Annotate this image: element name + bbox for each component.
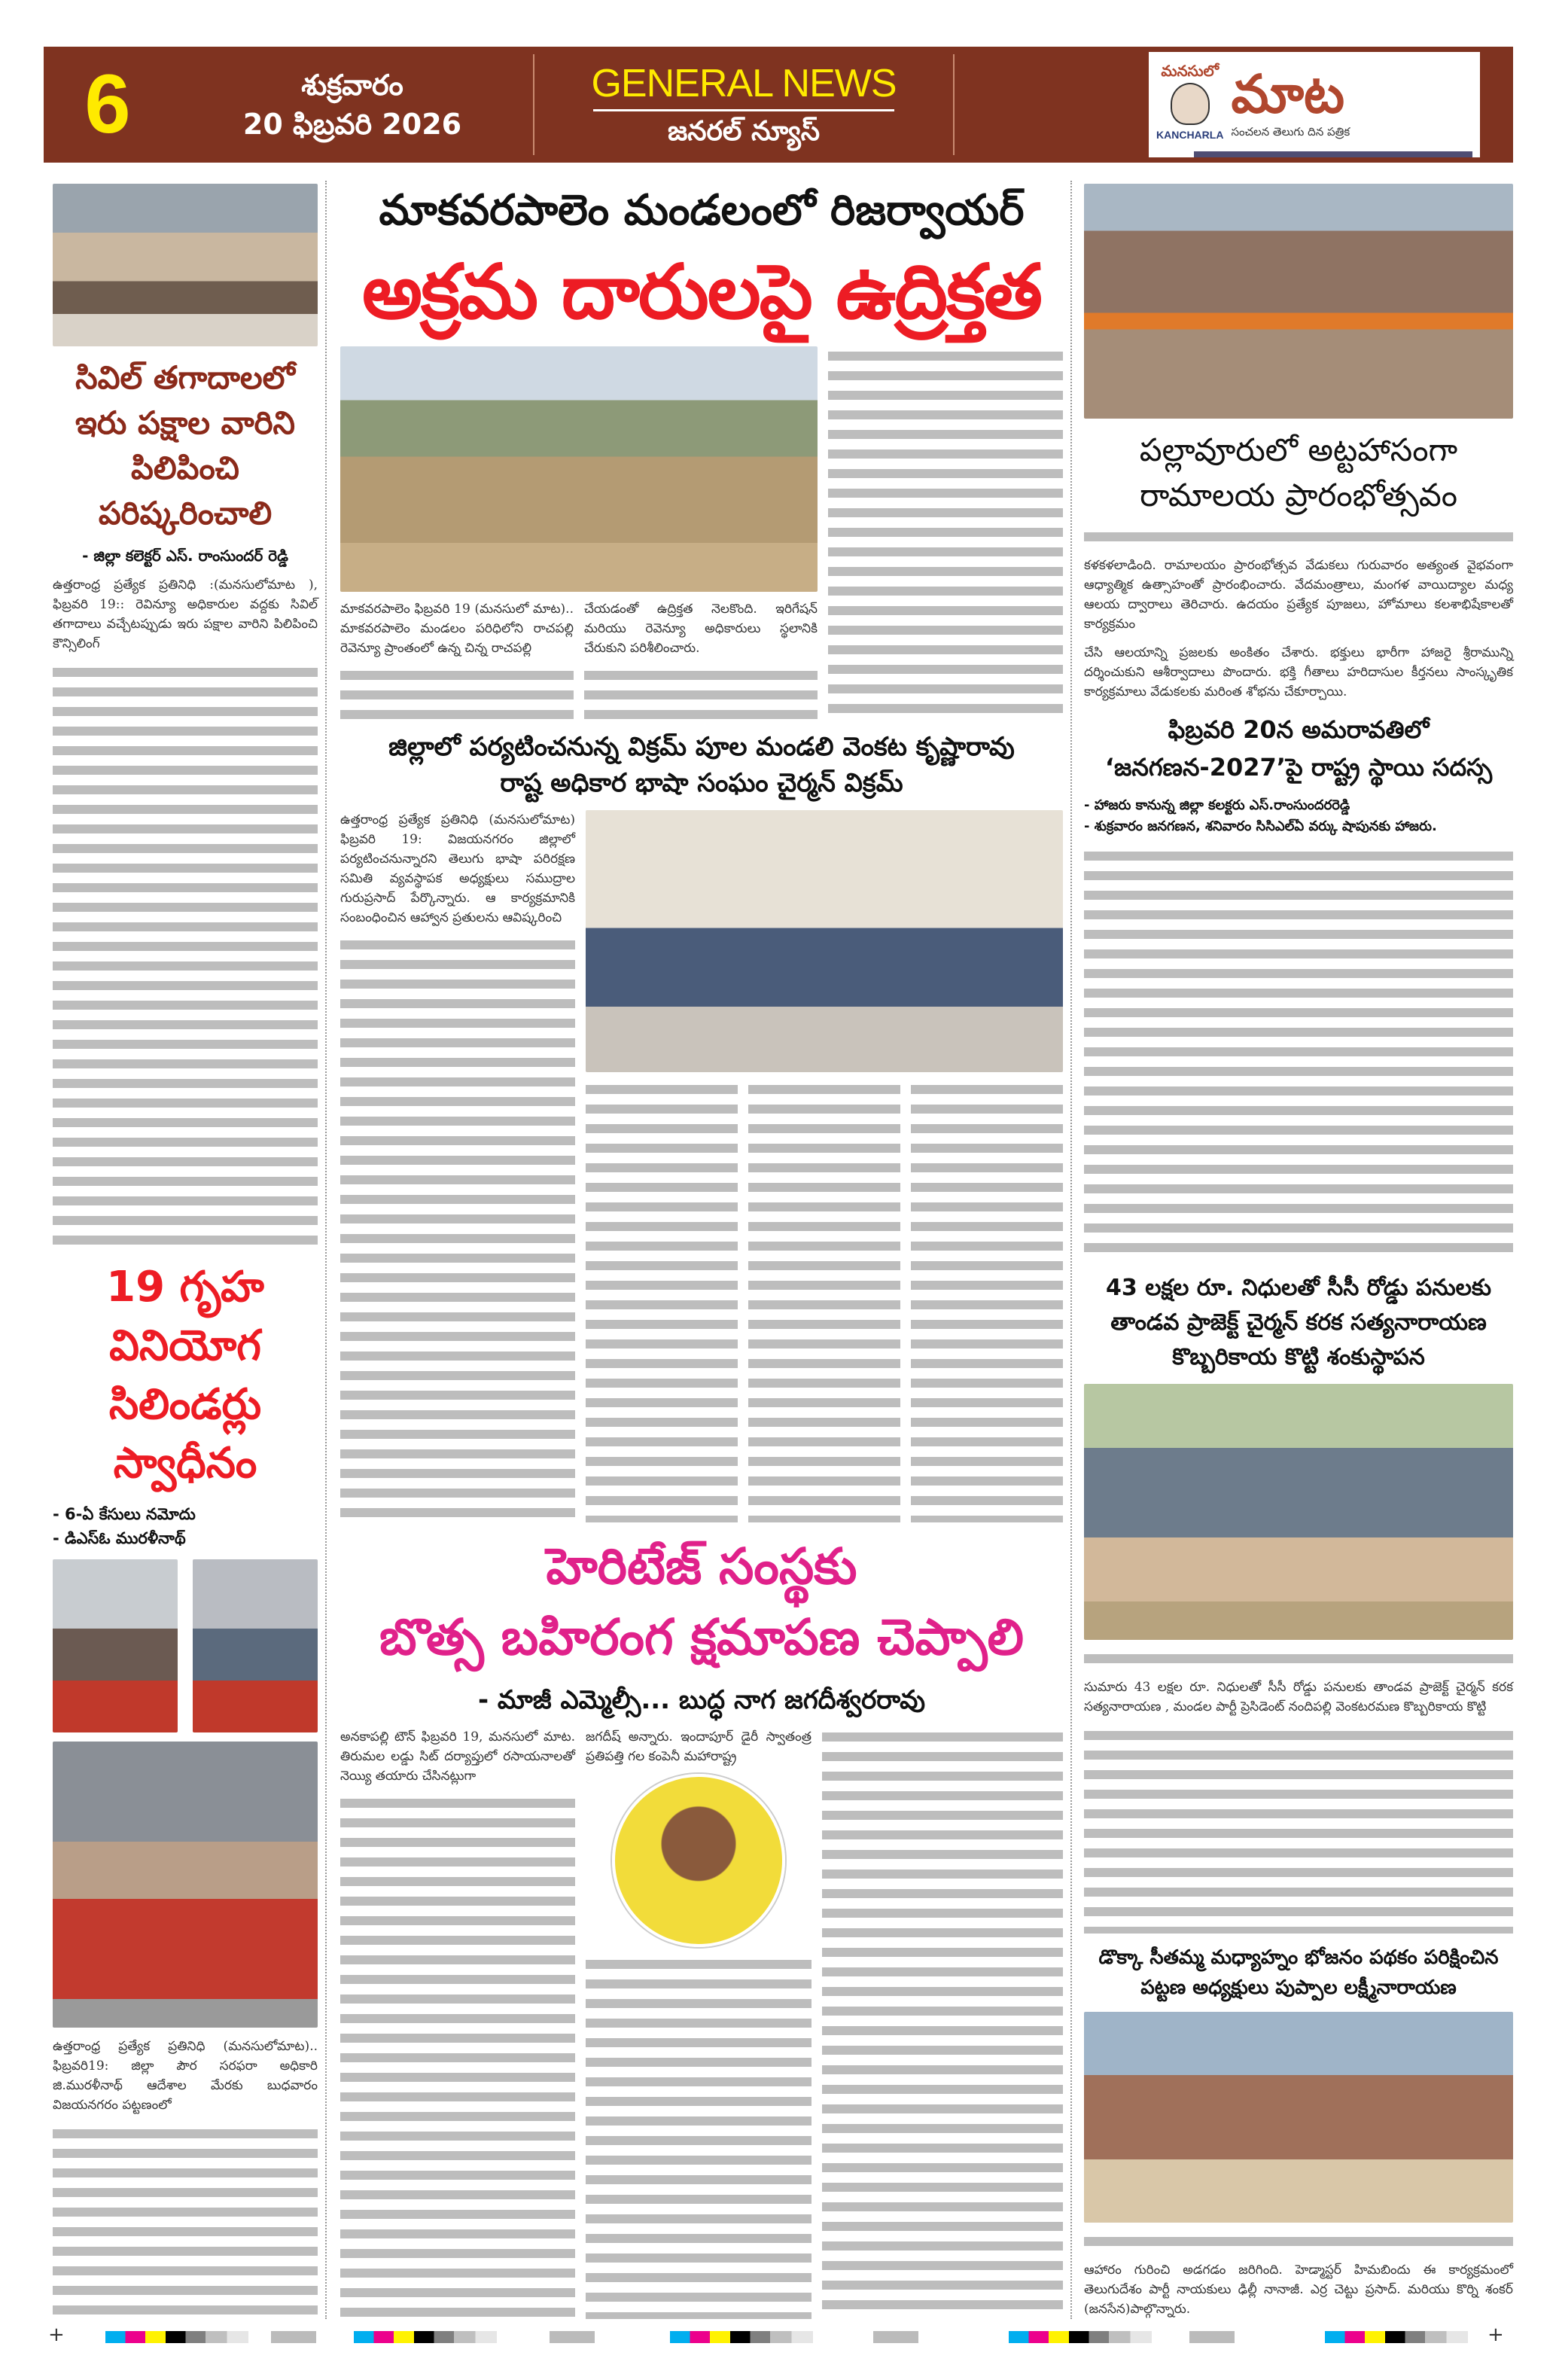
color-calibration-bar (354, 2331, 497, 2343)
registration-mark-icon: + (48, 2324, 65, 2346)
logo-small-text: మనసులో (1161, 62, 1220, 80)
lead-kicker: మాకవరపాలెం మండలంలో రిజర్వాయర్ (379, 186, 1025, 235)
lead-photo-column (340, 346, 818, 720)
reservoir-site-photo (340, 346, 818, 592)
article-body-continued (1084, 1726, 1513, 1934)
text-column (822, 1727, 1063, 2319)
article-body: ఉత్తరాంధ్ర ప్రత్యేక ప్రతినిధి (మనసులోమాట).. ఫిబ్రవరి19: జిల్లా పౌర సరఫరా అధికారి జి.మురళీనాథ్ ఆదేశాల మేరకు బుధవారం విజయనగరం పట్టణంలో (53, 2038, 318, 2113)
logo-underbar (1194, 151, 1472, 157)
byline: - జిల్లా కలెక్టర్ ఎస్. రాంసుందర్ రెడ్డి (82, 547, 288, 565)
article-body-continued (828, 346, 1063, 720)
article-body-continued (340, 1793, 575, 2319)
story3-row (340, 1727, 1063, 2319)
logo-tagline: సంచలన తెలుగు దిన పత్రిక (1231, 125, 1350, 139)
weekday: శుక్రవారం (301, 69, 403, 102)
article-body: ఆహారం గురించి అడగడం జరిగింది. హెడ్మాస్టర్ హిమబిందు ఈ కార్యక్రమంలో తెలుగుదేశం పార్టీ నాయకులు ఢిల్లీ నానాజీ. ఎర్ర చెట్టు ప్రసాద్. మరియు కొర్ని శంకర్ (జనసేన)పాల్గొన్నారు. (1084, 2263, 1513, 2317)
headline-line: జిల్లాలో పర్యటించనున్న విక్రమ్ పూల మండలి వెంకట కృష్ణారావు (388, 732, 1015, 762)
section-title-te: జనరల్ న్యూస్ (667, 115, 821, 147)
text-column (586, 1727, 811, 2319)
bullet-list (53, 1502, 318, 1550)
text-column (584, 599, 818, 720)
right-column (1084, 184, 1513, 2319)
story2-photo-column (586, 810, 1063, 1522)
headline-midday-meal: డొక్కా సీతమ్మ మధ్యాహ్నం భోజనం పథకం పరిక్షించిన పట్టణ అధ్యక్షులు పుప్పాల లక్ష్మీనారాయణ (1098, 1946, 1499, 1999)
logo-main-text: మాట (1231, 63, 1345, 125)
article-body-continued (340, 666, 574, 720)
headline-line: రాష్ట అధికార భాషా సంఘం చైర్మన్ విక్రమ్ (500, 768, 903, 798)
bullet: - డిఎస్ఓ మురళీనాథ్ (53, 1528, 186, 1547)
article-body-continued (748, 1080, 900, 1522)
temple-inauguration-photo (1084, 184, 1513, 419)
headline-vikram-visit (340, 729, 1063, 801)
headline-cylinders: 19 గృహ వినియోగ సిలిండర్లు స్వాధీనం (106, 1262, 264, 1488)
article-body-continued (1084, 2232, 1513, 2251)
bullet: - శుక్రవారం జనగణన, శనివారం సిసిఎల్ఏ వర్కు షాపునకు హాజరు. (1084, 818, 1437, 834)
date-block (172, 68, 533, 142)
foundation-stone-photo (1084, 1384, 1513, 1640)
cylinder-inspection-photo (53, 1559, 178, 1732)
article-body: ఉత్తరాంధ్ర ప్రత్యేక ప్రతినిధి (మనసులోమాట) ఫిబ్రవరి 19: విజయనగరం జిల్లాలో పర్యటించనున్నారని తెలుగు భాషా పరిరక్షణ సమితి వ్యవస్థాపక అధ్యక్షులు సముద్రాల గురుప్రసాద్ పేర్కొన్నారు. ఆ కార్యక్రమానికి సంబంధించిన ఆహ్వాన ప్రతులను ఆవిష్కరించి (340, 812, 575, 925)
issue-date: 20 ఫిబ్రవరి 2026 (242, 108, 462, 141)
article-body: మాకవరపాలెం ఫిబ్రవరి 19 (మనసులో మాట).. మాకవరపాలెం మండలం పరిధిలోని రాచపల్లి రెవెన్యూ ప్రాంతంలో ఉన్న చిన్న రాచపల్లి (340, 602, 574, 656)
column-rule (1070, 181, 1072, 2319)
article-body-continued (53, 2124, 318, 2320)
article-body-continued (1084, 527, 1513, 547)
article-body-continued (53, 663, 318, 1249)
text-column (340, 1727, 575, 2319)
politician-portrait-photo (612, 1774, 785, 1947)
headline-line: బొత్స బహిరంగ క్షమాపణ చెప్పాలి (379, 1608, 1024, 1666)
color-calibration-bar (1009, 2331, 1152, 2343)
article-body-continued (340, 935, 575, 1522)
article-body-continued (1084, 846, 1513, 1262)
newspaper-logo (1149, 52, 1480, 157)
collector-meeting-photo (53, 184, 318, 346)
registration-mark-icon: + (1487, 2324, 1504, 2346)
headline-cc-road: 43 లక్షల రూ. నిధులతో సీసీ రోడ్డు పనులకు తాండవ ప్రాజెక్ట్ చైర్మన్ కరక సత్యనారాయణ కొబ్బరికాయ కొట్టి శంకుస్థాపన (1106, 1275, 1491, 1370)
headline-temple: పల్లావూరులో అట్టహాసంగా రామాలయ ప్రారంభోత్సవం (1139, 431, 1458, 513)
lead-text-row (340, 599, 818, 720)
left-column (53, 184, 318, 2319)
article-body-continued (1084, 1649, 1513, 1668)
text-column (828, 346, 1063, 720)
article-body: చేయడంతో ఉద్రిక్తత నెలకొంది. ఇరిగేషన్ మరియు రెవెన్యూ అధికారులు స్థలానికి చేరుకుని పరిశీలించారు. (584, 602, 818, 656)
headline-heritage (340, 1531, 1063, 1673)
headline-civil-disputes: సివిల్ తగాదాలలో ఇరు పక్షాల వారిని పిలిపించి పరిష్కరించాలి (75, 359, 296, 532)
article-body: సుమారు 43 లక్షల రూ. నిధులతో సీసీ రోడ్డు పనులకు తాండవ ప్రాజెక్ట్ చైర్మన్ కరక సత్యనారాయణ , మండల పార్టీ ప్రెసిడెంట్ నందిపల్లి వెంకటరమణ కొబ్బరికాయ కొట్టి (1084, 1680, 1513, 1714)
article-body: కళకళలాడింది. రామాలయం ప్రారంభోత్సవ వేడుకలు గురువారం అత్యంత వైభవంగా ఆధ్యాత్మిక ఉత్సాహంతో ప్రారంభించారు. వేదమంత్రాలు, మంగళ వాయిద్యాల మధ్య ఆలయ ద్వారాలు తెరిచారు. ఉదయం ప్రత్యేక పూజలు, హోమాలు కలశాభిషేకాలతో కార్యక్రమం (1084, 558, 1513, 632)
byline: - మాజీ ఎమ్మెల్సీ... బుద్ధ నాగ జగదీశ్వరరావు (477, 1685, 926, 1715)
article-body: అనకాపల్లి టౌన్ ఫిబ్రవరి 19, మనసులో మాట. తిరుమల లడ్డు సిట్ దర్యాప్తులో రసాయనాలతో నెయ్యి తయారు చేసినట్లుగా (340, 1729, 575, 1784)
section-block (534, 61, 953, 149)
school-visit-photo (1084, 2012, 1513, 2223)
bullet: - హాజరు కానున్న జిల్లా కలక్టరు ఎస్.రాంసుందరరెడ్డి (1084, 797, 1350, 813)
lead-headline: అక్రమ దారులపై ఉద్రిక్తత (362, 248, 1041, 336)
lead-story-row (340, 346, 1063, 720)
divider (593, 109, 894, 111)
text-row (586, 1080, 1063, 1522)
article-body-continued (586, 1080, 738, 1522)
headline-line: హెరిటేజ్ సంస్థకు (546, 1537, 857, 1595)
logo-brand: KANCHARLA (1156, 129, 1224, 141)
bullet-list (1084, 795, 1513, 837)
text-column (340, 810, 575, 1522)
gray-calibration-bar (873, 2331, 918, 2343)
headline-census: ఫిబ్రవరి 20న అమరావతిలో ‘జనగణన-2027’పై రాష్ట్ర స్థాయి సదస్స (1104, 715, 1493, 782)
text-column (340, 599, 574, 720)
center-column (340, 184, 1063, 2319)
logo-portrait-icon (1171, 83, 1210, 125)
section-title-en: GENERAL NEWS (591, 61, 897, 105)
logo-area (955, 52, 1513, 157)
invitation-release-photo (586, 810, 1063, 1072)
article-body: చేసి ఆలయాన్ని ప్రజలకు అంకితం చేశారు. భక్తులు భారీగా హాజరై శ్రీరామున్ని దర్శించుకుని ఆశీర్వాదాలు పొందారు. భక్తి గీతాలు హరిదాసుల కీర్తనలు సాంస్కృతిక కార్యక్రమాలు వేడుకలకు మరింత శోభను చేకూర్చాయి. (1084, 645, 1513, 699)
article-body-continued (584, 666, 818, 720)
article-body-continued (911, 1080, 1063, 1522)
article-body-continued (822, 1727, 1063, 2319)
gray-calibration-bar (1189, 2331, 1235, 2343)
logo-right (1231, 64, 1350, 139)
article-body-continued (586, 1955, 811, 2319)
seized-cylinders-photo (53, 1742, 318, 2028)
article-body: జగదీష్ అన్నారు. ఇందాపూర్ డైరీ స్వాతంత్ర ప్రతిపత్తి గల కంపెనీ మహారాష్ట్ర (586, 1729, 811, 1764)
gray-calibration-bar (271, 2331, 316, 2343)
page-number: 6 (84, 58, 131, 151)
color-calibration-bar (1325, 2331, 1468, 2343)
color-calibration-bar (670, 2331, 813, 2343)
masthead-bar (44, 47, 1513, 163)
cylinder-inspection-photo (193, 1559, 318, 1732)
color-calibration-bar (105, 2331, 248, 2343)
logo-left (1156, 62, 1223, 142)
article-body: ఉత్తరాంధ్ర ప్రత్యేక ప్రతినిధి :(మనసులోమాట ), ఫిబ్రవరి 19:: రెవిన్యూ అధికారుల వద్దకు సివిల్ తగాదాలు వచ్చేటప్పుడు ఇరు పక్షాల వారిని పిలిపించి కౌన్సిలింగ్ (53, 577, 318, 651)
story2-row (340, 810, 1063, 1522)
bullet: - 6-ఏ కేసులు నమోదు (53, 1504, 196, 1523)
column-rule (325, 181, 327, 2319)
photo-row (53, 1559, 318, 1732)
gray-calibration-bar (550, 2331, 595, 2343)
